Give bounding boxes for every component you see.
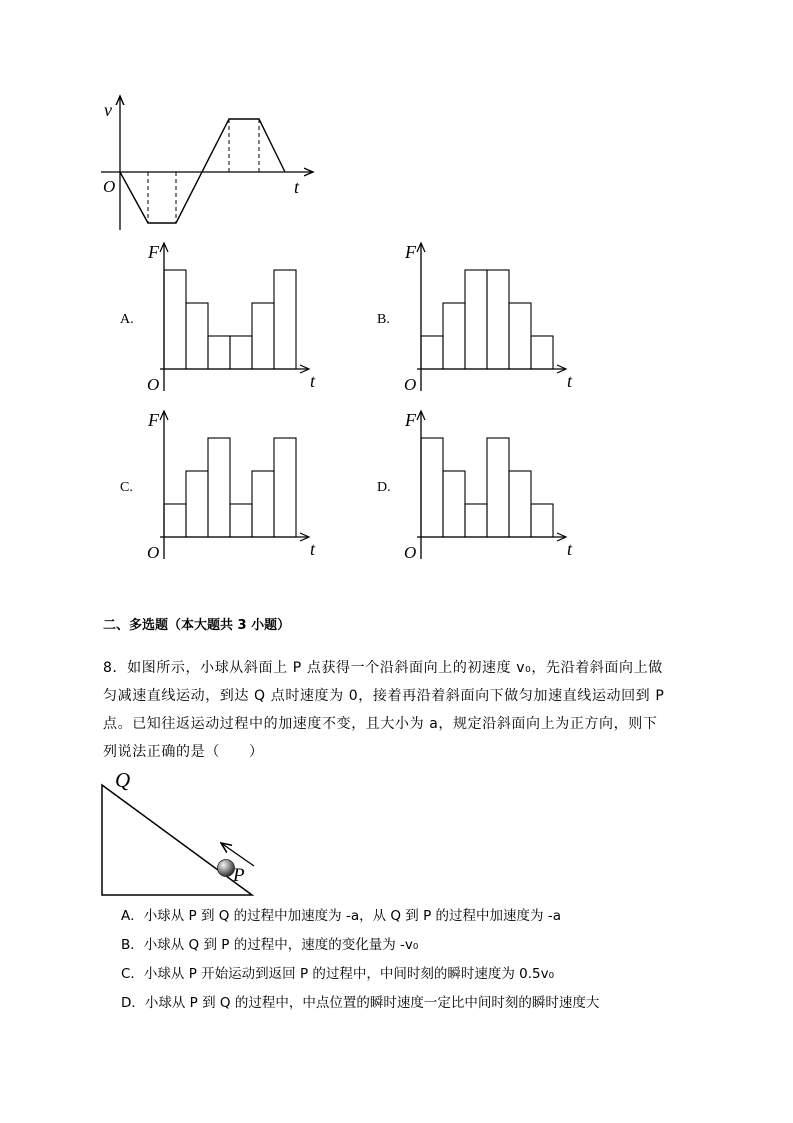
force-bar bbox=[252, 303, 274, 369]
t-label: t bbox=[310, 539, 316, 559]
force-bar bbox=[252, 471, 274, 537]
force-bar bbox=[421, 438, 443, 537]
vt-origin-label: O bbox=[103, 177, 116, 196]
force-bar bbox=[164, 270, 186, 369]
point-p-label: P bbox=[233, 865, 245, 886]
incline-triangle bbox=[102, 785, 252, 895]
option-b-letter[interactable]: B. bbox=[377, 312, 390, 327]
ball bbox=[218, 860, 235, 877]
option-c-letter[interactable]: C. bbox=[120, 480, 133, 495]
force-graph-a[interactable] bbox=[140, 236, 330, 401]
force-bar bbox=[230, 336, 252, 369]
option-a-letter[interactable]: A. bbox=[120, 312, 134, 327]
origin-label: O bbox=[404, 375, 417, 394]
force-bar bbox=[487, 270, 509, 369]
question-8-line-3: 点。已知往返运动过程中的加速度不变，且大小为 a，规定沿斜面向上为正方向，则下 bbox=[103, 716, 658, 732]
force-bar bbox=[164, 504, 186, 537]
f-label: F bbox=[405, 410, 416, 430]
force-bar bbox=[443, 471, 465, 537]
origin-label: O bbox=[147, 543, 160, 562]
origin-label: O bbox=[147, 375, 160, 394]
option-d-letter[interactable]: D. bbox=[377, 480, 391, 495]
force-bar bbox=[274, 270, 296, 369]
velocity-time-graph bbox=[95, 88, 325, 238]
question-8-line-2: 匀减速直线运动，到达 Q 点时速度为 0，接着再沿着斜面向下做匀加速直线运动回到 P bbox=[103, 688, 665, 704]
point-q-label: Q bbox=[115, 768, 131, 792]
force-bar bbox=[487, 438, 509, 537]
force-bar bbox=[208, 336, 230, 369]
force-bar bbox=[208, 438, 230, 537]
force-bar bbox=[230, 504, 252, 537]
f-label: F bbox=[405, 242, 416, 262]
answer-option-c[interactable]: C．小球从 P 开始运动到返回 P 的过程中，中间时刻的瞬时速度为 0.5v₀ bbox=[121, 966, 555, 982]
force-bar bbox=[465, 270, 487, 369]
force-bar bbox=[274, 438, 296, 537]
t-label: t bbox=[567, 539, 573, 559]
force-graph-b[interactable] bbox=[397, 236, 587, 401]
incline-figure bbox=[95, 768, 270, 903]
t-label: t bbox=[310, 371, 316, 391]
force-graph-c[interactable] bbox=[140, 404, 330, 569]
t-label: t bbox=[567, 371, 573, 391]
force-bar bbox=[465, 504, 487, 537]
force-bar bbox=[509, 471, 531, 537]
f-label: F bbox=[148, 410, 159, 430]
section-title: 二、多选题（本大题共 3 小题） bbox=[103, 618, 291, 633]
force-bar bbox=[531, 504, 553, 537]
force-bar bbox=[186, 303, 208, 369]
origin-label: O bbox=[404, 543, 417, 562]
force-graph-d[interactable] bbox=[397, 404, 587, 569]
question-8-line-4: 列说法正确的是（ ） bbox=[103, 744, 264, 760]
vt-t-label: t bbox=[294, 177, 300, 197]
question-8-line-1: 8．如图所示，小球从斜面上 P 点获得一个沿斜面向上的初速度 v₀，先沿着斜面向上做 bbox=[103, 660, 663, 676]
force-bar bbox=[421, 336, 443, 369]
force-bar bbox=[509, 303, 531, 369]
answer-option-b[interactable]: B．小球从 Q 到 P 的过程中，速度的变化量为 -v₀ bbox=[121, 937, 419, 953]
vt-v-label: v bbox=[104, 100, 112, 120]
force-bar bbox=[186, 471, 208, 537]
vt-curve bbox=[120, 119, 285, 223]
force-bar bbox=[443, 303, 465, 369]
f-label: F bbox=[148, 242, 159, 262]
answer-option-a[interactable]: A．小球从 P 到 Q 的过程中加速度为 -a，从 Q 到 P 的过程中加速度为 -a bbox=[121, 908, 561, 924]
force-bar bbox=[531, 336, 553, 369]
answer-option-d[interactable]: D．小球从 P 到 Q 的过程中，中点位置的瞬时速度一定比中间时刻的瞬时速度大 bbox=[121, 995, 600, 1011]
